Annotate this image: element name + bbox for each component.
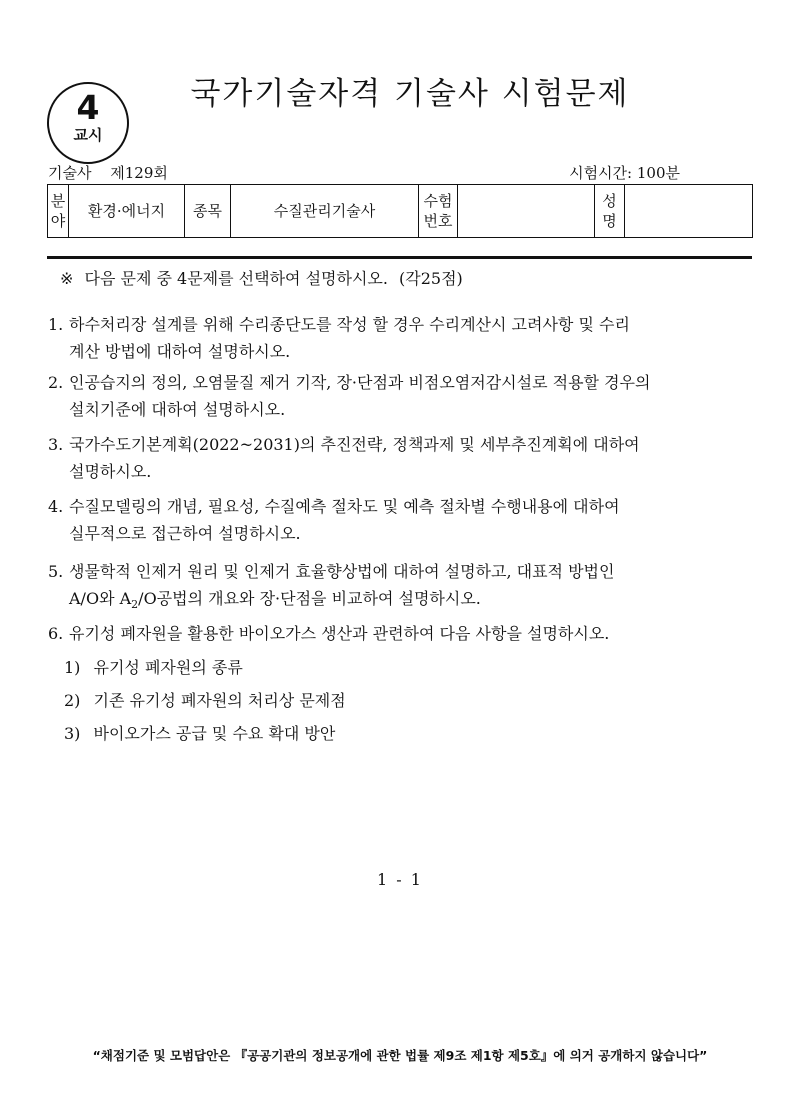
sub-item-text: 유기성 폐자원의 종류 [93,658,243,677]
exam-meta [48,162,168,183]
question-line: 하수처리장 설계를 위해 수리종단도를 작성 할 경우 수리계산시 고려사항 및 수리 [69,315,630,334]
sub-item-number: 1) [64,658,81,677]
note-symbol: ※ [60,269,74,288]
instruction-text: 다음 문제 중 4문제를 선택하여 설명하시오. [84,269,388,288]
period-badge [47,82,129,164]
question-line: 설명하시오. [69,462,152,481]
question-line: 국가수도기본계획(2022~2031)의 추진전략, 정책과제 및 세부추진계획에 대하여 [69,435,640,454]
method-name: A/O와 A [69,589,132,608]
sub-item [64,721,335,744]
subscript: 2 [131,598,139,612]
sub-item-number: 3) [64,724,81,743]
exam-number-label-cell [419,185,458,238]
exam-time [569,162,680,183]
footer-note: “채점기준 및 모범답안은 『공공기관의 정보공개에 관한 법률 제9조 제1항 제5호』에 의거 공개하지 않습니다” [92,1048,708,1063]
question-line [69,585,756,618]
exam-number-label: 수험번호 [423,192,453,230]
subject-value: 수질관리기술사 [231,185,419,238]
exam-category: 기술사 [48,164,92,182]
exam-time-label: 시험시간: [569,164,633,182]
question-line: 설치기준에 대하여 설명하시오. [69,400,286,419]
instruction [60,266,463,289]
field-value: 환경·에너지 [69,185,185,238]
sub-item-text: 기존 유기성 폐자원의 처리상 문제점 [93,691,346,710]
question-line: 실무적으로 접근하여 설명하시오. [69,524,301,543]
question-item [48,431,756,485]
exam-info-table [47,184,753,238]
question-line: 유기성 폐자원을 활용한 바이오가스 생산과 관련하여 다음 사항을 설명하시오. [69,624,610,643]
subject-label: 종목 [185,185,231,238]
exam-round: 제129회 [110,164,168,182]
sub-item [64,688,346,711]
field-label-cell [48,185,69,238]
name-field[interactable] [625,185,753,238]
name-label: 성명 [602,192,617,230]
question-line: 계산 방법에 대하여 설명하시오. [69,342,291,361]
exam-number-field[interactable] [458,185,595,238]
name-label-cell [595,185,625,238]
question-line: 생물학적 인제거 원리 및 인제거 효율향상법에 대하여 설명하고, 대표적 방법인 [69,562,615,581]
sub-item-number: 2) [64,691,81,710]
question-item [48,493,756,547]
question-number: 4. [48,497,64,516]
sub-item [64,655,243,678]
question-item [48,620,756,647]
period-label: 교시 [73,126,103,144]
question-number: 2. [48,373,64,392]
question-item [48,311,756,365]
field-label: 분야 [50,192,66,230]
question-number: 5. [48,562,64,581]
page-title: 국가기술자격 기술사 시험문제 [190,76,630,112]
divider [47,256,752,259]
question-number: 6. [48,624,64,643]
question-line: 수질모델링의 개념, 필요성, 수질예측 절차도 및 예측 절차별 수행내용에 대하여 [69,497,620,516]
question-item [48,369,756,423]
exam-time-value: 100분 [636,164,680,182]
question-number: 1. [48,315,64,334]
question-line: 인공습지의 정의, 오염물질 제거 기작, 장·단점과 비점오염저감시설로 적용할 경우의 [69,373,651,392]
question-number: 3. [48,435,64,454]
sub-item-text: 바이오가스 공급 및 수요 확대 방안 [93,724,336,743]
page-number: 1 - 1 [377,870,423,889]
question-text: /O공법의 개요와 장·단점을 비교하여 설명하시오. [138,589,481,608]
period-number: 4 [76,88,100,127]
instruction-points: (각25점) [399,269,463,288]
question-item [48,558,756,618]
